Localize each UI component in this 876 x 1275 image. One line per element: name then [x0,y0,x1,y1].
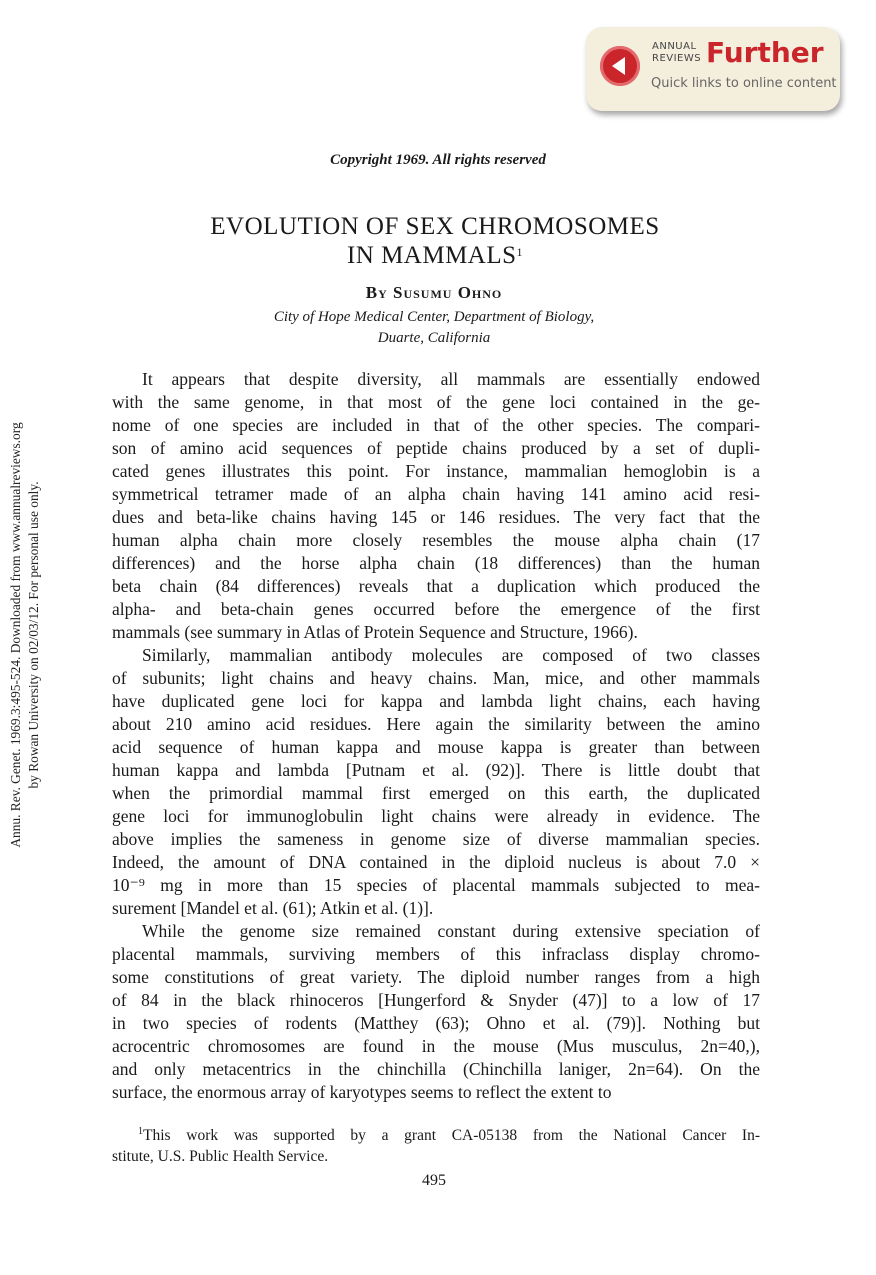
text-line: when the primordial mammal first emerged on this earth, the duplicated [112,783,760,803]
title-footnote-mark: 1 [516,245,524,259]
back-arrow-icon [600,46,640,86]
text-line: and only metacentrics in the chinchilla (Chinchilla laniger, 2n=64). On the [112,1059,760,1079]
title-line2: IN MAMMALS$^1$ [346,242,524,269]
title-line1: EVOLUTION OF SEX CHROMOSOMES [210,213,660,240]
article-title [160,212,710,270]
text-line: above implies the sameness in genome size of diverse mammalian species. [112,829,760,849]
footnote [112,1121,760,1167]
text-line: gene loci for immunoglobulin light chains were already in evidence. The [112,806,760,826]
paragraph-1 [112,368,760,644]
text-line: with the same genome, in that most of the gene loci contained in the ge- [112,392,760,412]
annual-reviews-further-badge[interactable] [586,27,840,111]
download-notice [2,370,48,910]
annual-reviews-logo-text: ANNUAL REVIEWS [652,41,702,64]
author-affiliation: City of Hope Medical Center, Department of Biology, Duarte, California [273,309,595,346]
text-line: cated genes illustrates this point. For instance, mammalian hemoglobin is a [112,461,760,481]
text-line: It appears that despite diversity, all mammals are essentially endowed [142,369,760,389]
text-line: acid sequence of human kappa and mouse kappa is greater than between [112,737,760,757]
footnote-line1: $^1$This work was supported by a grant CA-05138 from the National Cancer In- [138,1126,760,1145]
text-line: mammals (see summary in Atlas of Protein Sequence and Structure, 1966). [112,622,638,642]
text-line: Indeed, the amount of DNA contained in the diploid nucleus is about 7.0 × [112,852,760,872]
article-body [112,368,760,1104]
text-line: 10⁻⁹ mg in more than 15 species of placental mammals subjected to mea- [112,875,760,895]
footnote-line2: stitute, U.S. Public Health Service. [112,1148,329,1166]
text-line: While the genome size remained constant during extensive speciation of [142,921,760,941]
text-line: some constitutions of great variety. The diploid number ranges from a high [112,967,760,987]
text-line: placental mammals, surviving members of this infraclass display chromo- [112,944,760,964]
text-line: surface, the enormous array of karyotypes seems to reflect the extent to [112,1082,612,1102]
text-line: have duplicated gene loci for kappa and lambda light chains, each having [112,691,760,711]
text-line: differences) and the horse alpha chain (18 differences) than the human [112,553,760,573]
paragraph-2 [112,644,760,920]
text-line: acrocentric chromosomes are found in the mouse (Mus musculus, 2n=40,), [112,1036,760,1056]
text-line: beta chain (84 differences) reveals that a duplication which produced the [112,576,760,596]
page-number: 495 [422,1172,446,1189]
download-notice-line2: by Rowan University on 02/03/12. For personal use only. [26,481,41,789]
quick-links-label: Quick links to online content [651,76,837,91]
text-line: dues and beta-like chains having 145 or 146 residues. The very fact that the [112,507,760,527]
copyright-notice: Copyright 1969. All rights reserved [330,152,546,168]
text-line: Similarly, mammalian antibody molecules are composed of two classes [142,645,760,665]
text-line: human kappa and lambda [Putnam et al. (92)]. There is little doubt that [112,760,760,780]
text-line: in two species of rodents (Matthey (63); Ohno et al. (79)]. Nothing but [112,1013,760,1033]
text-line: human alpha chain more closely resembles the mouse alpha chain (17 [112,530,760,550]
text-line: son of amino acid sequences of peptide chains produced by a set of dupli- [112,438,760,458]
text-line: nome of one species are included in that of the other species. The compari- [112,415,760,435]
paragraph-3 [112,920,760,1104]
text-line: alpha- and beta-chain genes occurred before the emergence of the first [112,599,760,619]
further-label: Further [706,36,824,69]
download-notice-line1: Annu. Rev. Genet. 1969.3:495-524. Downloaded from www.annualreviews.org [8,422,23,848]
text-line: about 210 amino acid residues. Here again the similarity between the amino [112,714,760,734]
text-line: surement [Mandel et al. (61); Atkin et al. (1)]. [112,898,434,918]
text-line: symmetrical tetramer made of an alpha chain having 141 amino acid resi- [112,484,760,504]
text-line: of 84 in the black rhinoceros [Hungerford & Snyder (47)] to a low of 17 [112,990,760,1010]
author-byline: By Susumu Ohno [365,283,503,302]
text-line: of subunits; light chains and heavy chains. Man, mice, and other mammals [112,668,760,688]
